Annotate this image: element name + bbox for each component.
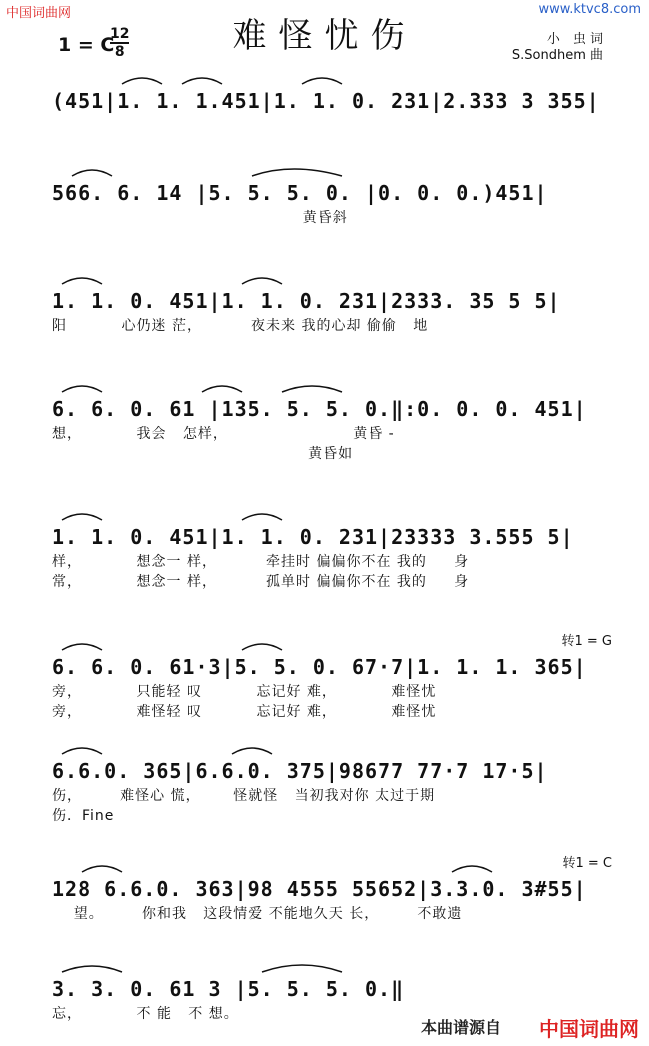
score-system-5 <box>52 522 612 592</box>
notes-line: 1. 1. 0. 451|1. 1. 0. 231|2333. 35 5 5| <box>52 289 561 313</box>
notes-line: 566. 6. 14 |5. 5. 5. 0. |0. 0. 0.)451| <box>52 181 548 205</box>
score-system-4 <box>52 394 612 464</box>
lyric-line-verse2: 伤．Fine <box>52 808 115 824</box>
slur-marks <box>52 378 592 394</box>
watermark-url: www.ktvc8.com <box>538 2 641 17</box>
key-change-mark: 转1 = C <box>562 856 612 871</box>
notes-line: 6.6.0. 365|6.6.0. 375|98677 77·7 17·5| <box>52 759 548 783</box>
key-change-mark: 转1 = G <box>561 634 612 649</box>
slur-marks <box>52 858 592 874</box>
lyric-line-verse1: 想， 我会 怎样， 黄昏 - <box>52 426 395 442</box>
source-site: 中国词曲网 <box>539 1017 639 1041</box>
slur-marks <box>52 958 592 974</box>
lyric-line-verse1: 旁， 只能轻 叹 忘记好 难， 难怪忧 <box>52 684 437 700</box>
song-title: 难怪忧伤 <box>232 16 417 56</box>
lyric-line: 望。 你和我 这段情爱 不能地久天 长， 不敢遗 <box>52 906 463 922</box>
slur-marks <box>52 162 592 178</box>
lyric-line-verse1: 伤， 难怪心 慌， 怪就怪 当初我对你 太过于期 <box>52 788 436 804</box>
score-system-6 <box>52 634 612 722</box>
score-system-3 <box>52 286 612 336</box>
key-signature: 1 = C <box>58 34 115 56</box>
score-system-2 <box>52 178 612 228</box>
lyric-line: 阳 心仍迷 茫， 夜未来 我的心却 偷偷 地 <box>52 318 429 334</box>
lyric-line: 黄昏斜 <box>52 210 348 226</box>
slur-marks <box>52 270 592 286</box>
notes-line: (451|1. 1. 1.451|1. 1. 0. 231|2.333 3 355| <box>52 89 600 113</box>
lyric-line-verse2: 黄昏如 <box>52 446 354 462</box>
slur-marks <box>52 70 592 86</box>
lyric-line-verse2: 常， 想念一 样， 孤单时 偏偏你不在 我的 身 <box>52 574 470 590</box>
slur-marks <box>52 740 592 756</box>
lyric-line-verse1: 样， 想念一 样， 牵挂时 偏偏你不在 我的 身 <box>52 554 470 570</box>
slur-marks <box>52 506 592 522</box>
notes-line: 3. 3. 0. 61 3 |5. 5. 5. 0.‖ <box>52 977 405 1001</box>
source-label: 本曲谱源自 <box>420 1018 501 1037</box>
lyricist-credit: 小 虫 词 <box>546 32 603 47</box>
notes-line: 6. 6. 0. 61·3|5. 5. 0. 67·7|1. 1. 1. 365| <box>52 655 587 679</box>
score-system-8 <box>52 856 612 924</box>
time-numerator: 12 <box>110 26 130 42</box>
time-signature <box>110 26 129 60</box>
slur-marks <box>52 636 592 652</box>
watermark-site-name: 中国词曲网 <box>6 6 72 21</box>
score-system-9 <box>52 974 612 1024</box>
composer-credit: S.Sondhem 曲 <box>511 48 603 63</box>
score-system-7 <box>52 756 612 826</box>
score-system-1 <box>52 86 612 116</box>
notes-line: 128 6.6.0. 363|98 4555 55652|3.3.0. 3#55| <box>52 877 587 901</box>
notes-line: 6. 6. 0. 61 |135. 5. 5. 0.‖:0. 0. 0. 451| <box>52 397 587 421</box>
time-denominator: 8 <box>114 44 125 60</box>
lyric-line-verse2: 旁， 难怪轻 叹 忘记好 难， 难怪忧 <box>52 704 437 720</box>
notes-line: 1. 1. 0. 451|1. 1. 0. 231|23333 3.555 5| <box>52 525 574 549</box>
lyric-line: 忘， 不 能 不 想。 <box>52 1006 239 1022</box>
